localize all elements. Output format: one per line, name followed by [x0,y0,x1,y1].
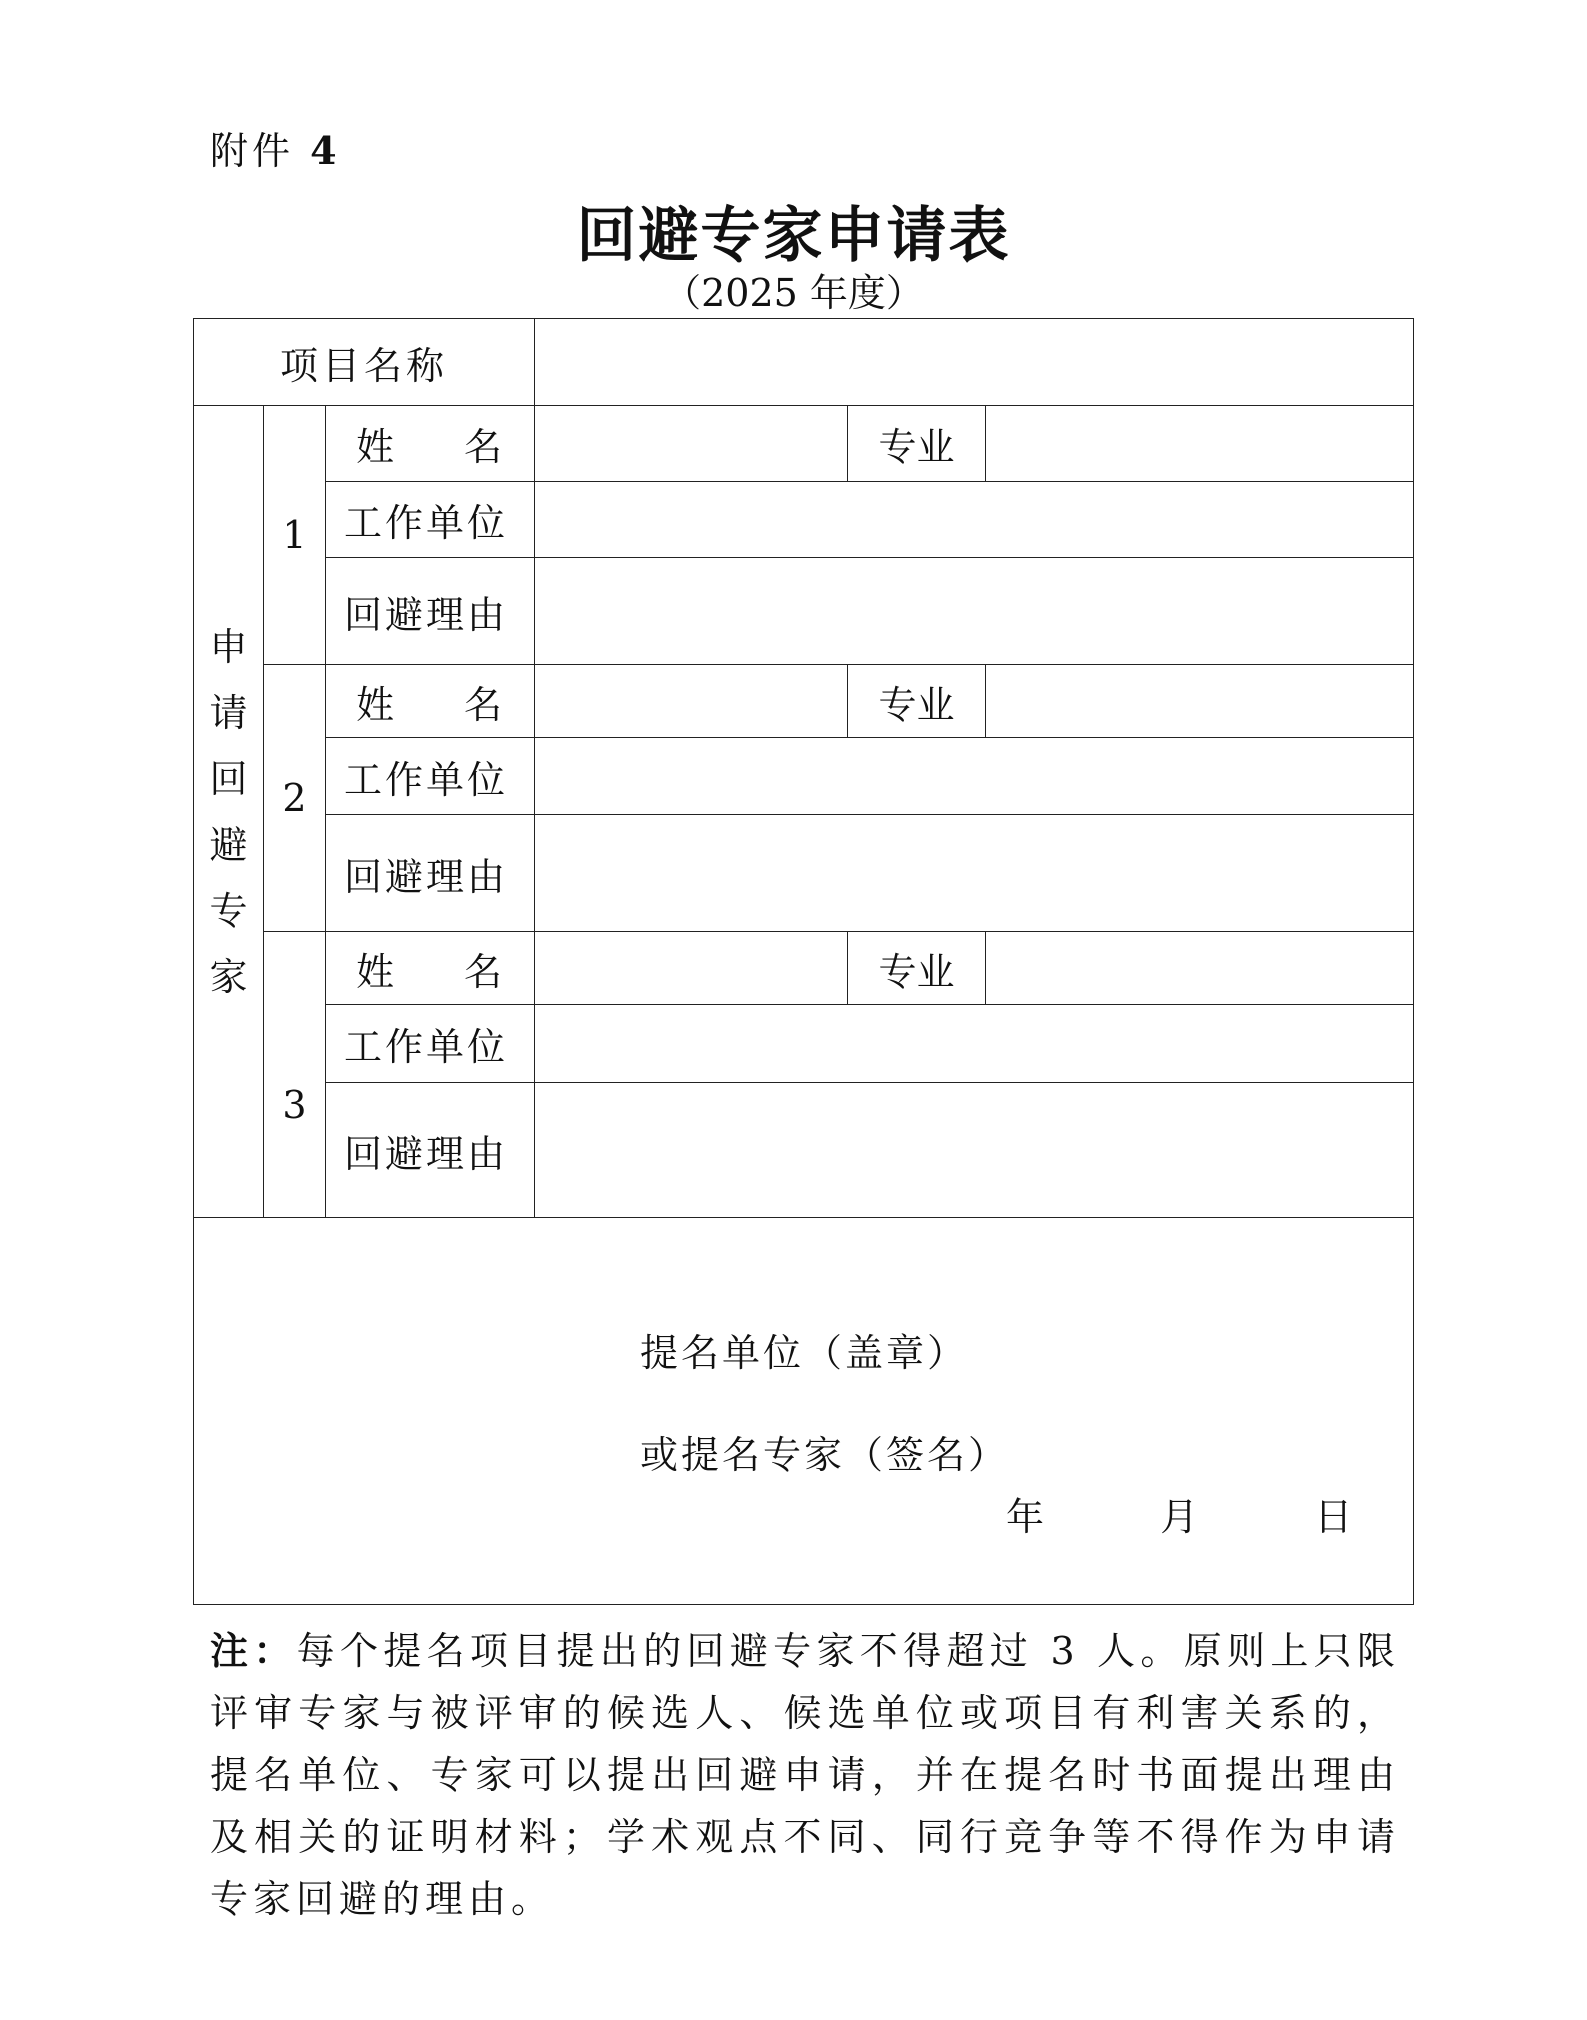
project-name-label: 项目名称 [194,319,535,406]
expert-1-major-label: 专业 [848,406,986,482]
expert-3-name-field[interactable] [535,932,848,1005]
signature-row [194,1218,1414,1605]
expert-3-major-field[interactable] [986,932,1414,1005]
expert-1-name-field[interactable] [535,406,848,482]
name-label-char: 姓 [356,949,395,994]
name-label-char: 名 [464,949,503,994]
expert-3-workplace-row [194,1005,1414,1083]
expert-3-reason-row [194,1083,1414,1218]
group-label-char: 回 [209,756,248,801]
footnote-label: 注： [210,1628,297,1673]
day-label: 日 [1314,1495,1353,1539]
application-form-table [193,318,1414,1605]
applied-experts-group-label [194,406,264,1218]
expert-1-workplace-label: 工作单位 [326,482,535,558]
expert-2-workplace-field[interactable] [535,738,1414,815]
group-label-char: 申 [209,624,248,669]
expert-1-reason-row [194,558,1414,665]
expert-2-major-field[interactable] [986,665,1414,738]
expert-1-major-field[interactable] [986,406,1414,482]
group-label-char: 专 [209,888,248,933]
signature-cell[interactable] [194,1218,1414,1605]
attachment-label [210,120,341,175]
expert-2-workplace-label: 工作单位 [326,738,535,815]
expert-3-major-label: 专业 [848,932,986,1005]
attachment-text: 附件 [210,129,295,173]
year-label: 年 [1006,1495,1045,1539]
expert-2-number: 2 [264,665,326,932]
unit-seal-label: 提名单位（盖章） [640,1331,969,1375]
expert-3-number: 3 [264,932,326,1218]
name-label-char: 姓 [356,682,395,727]
expert-2-name-field[interactable] [535,665,848,738]
footnote-text: 每个提名项目提出的回避专家不得超过 3 人。原则上只限评审专家与被评审的候选人、候选单位或项目有利害关系的，提名单位、专家可以提出回避申请，并在提名时书面提出理由及相关的证明材料；学术观点不同、同行竞争等不得作为申请专家回避的理由。 [210,1629,1400,1921]
expert-2-major-label: 专业 [848,665,986,738]
project-name-field[interactable] [535,319,1414,406]
expert-3-reason-label: 回避理由 [326,1083,535,1218]
expert-1-reason-field[interactable] [535,558,1414,665]
expert-3-name-row [194,932,1414,1005]
expert-2-reason-row [194,815,1414,932]
project-name-row [194,319,1414,406]
expert-1-name-row [194,406,1414,482]
date-line [1006,1486,1352,1541]
expert-sign-label: 或提名专家（签名） [640,1433,1010,1477]
expert-1-name-label [326,406,535,482]
page-title: 回避专家申请表 [576,201,1011,271]
expert-2-workplace-row [194,738,1414,815]
expert-2-reason-field[interactable] [535,815,1414,932]
expert-2-name-row [194,665,1414,738]
expert-1-workplace-row [194,482,1414,558]
group-label-char: 家 [209,954,248,999]
group-label-char: 避 [209,822,248,867]
name-label-char: 姓 [356,425,395,469]
signature-area [194,1218,1413,1604]
expert-3-reason-field[interactable] [535,1083,1414,1218]
name-label-char: 名 [464,682,503,727]
name-label-char: 名 [464,425,503,469]
attachment-number: 4 [310,128,341,173]
expert-1-workplace-field[interactable] [535,482,1414,558]
expert-1-reason-label: 回避理由 [326,558,535,665]
page-subtitle: （2025 年度） [663,271,924,315]
group-label-char: 请 [209,690,248,735]
expert-3-workplace-field[interactable] [535,1005,1414,1083]
month-label: 月 [1160,1495,1199,1539]
expert-3-workplace-label: 工作单位 [326,1005,535,1083]
expert-1-number: 1 [264,406,326,665]
expert-2-name-label [326,665,535,738]
expert-3-name-label [326,932,535,1005]
footnote [210,1620,1400,1930]
expert-2-reason-label: 回避理由 [326,815,535,932]
